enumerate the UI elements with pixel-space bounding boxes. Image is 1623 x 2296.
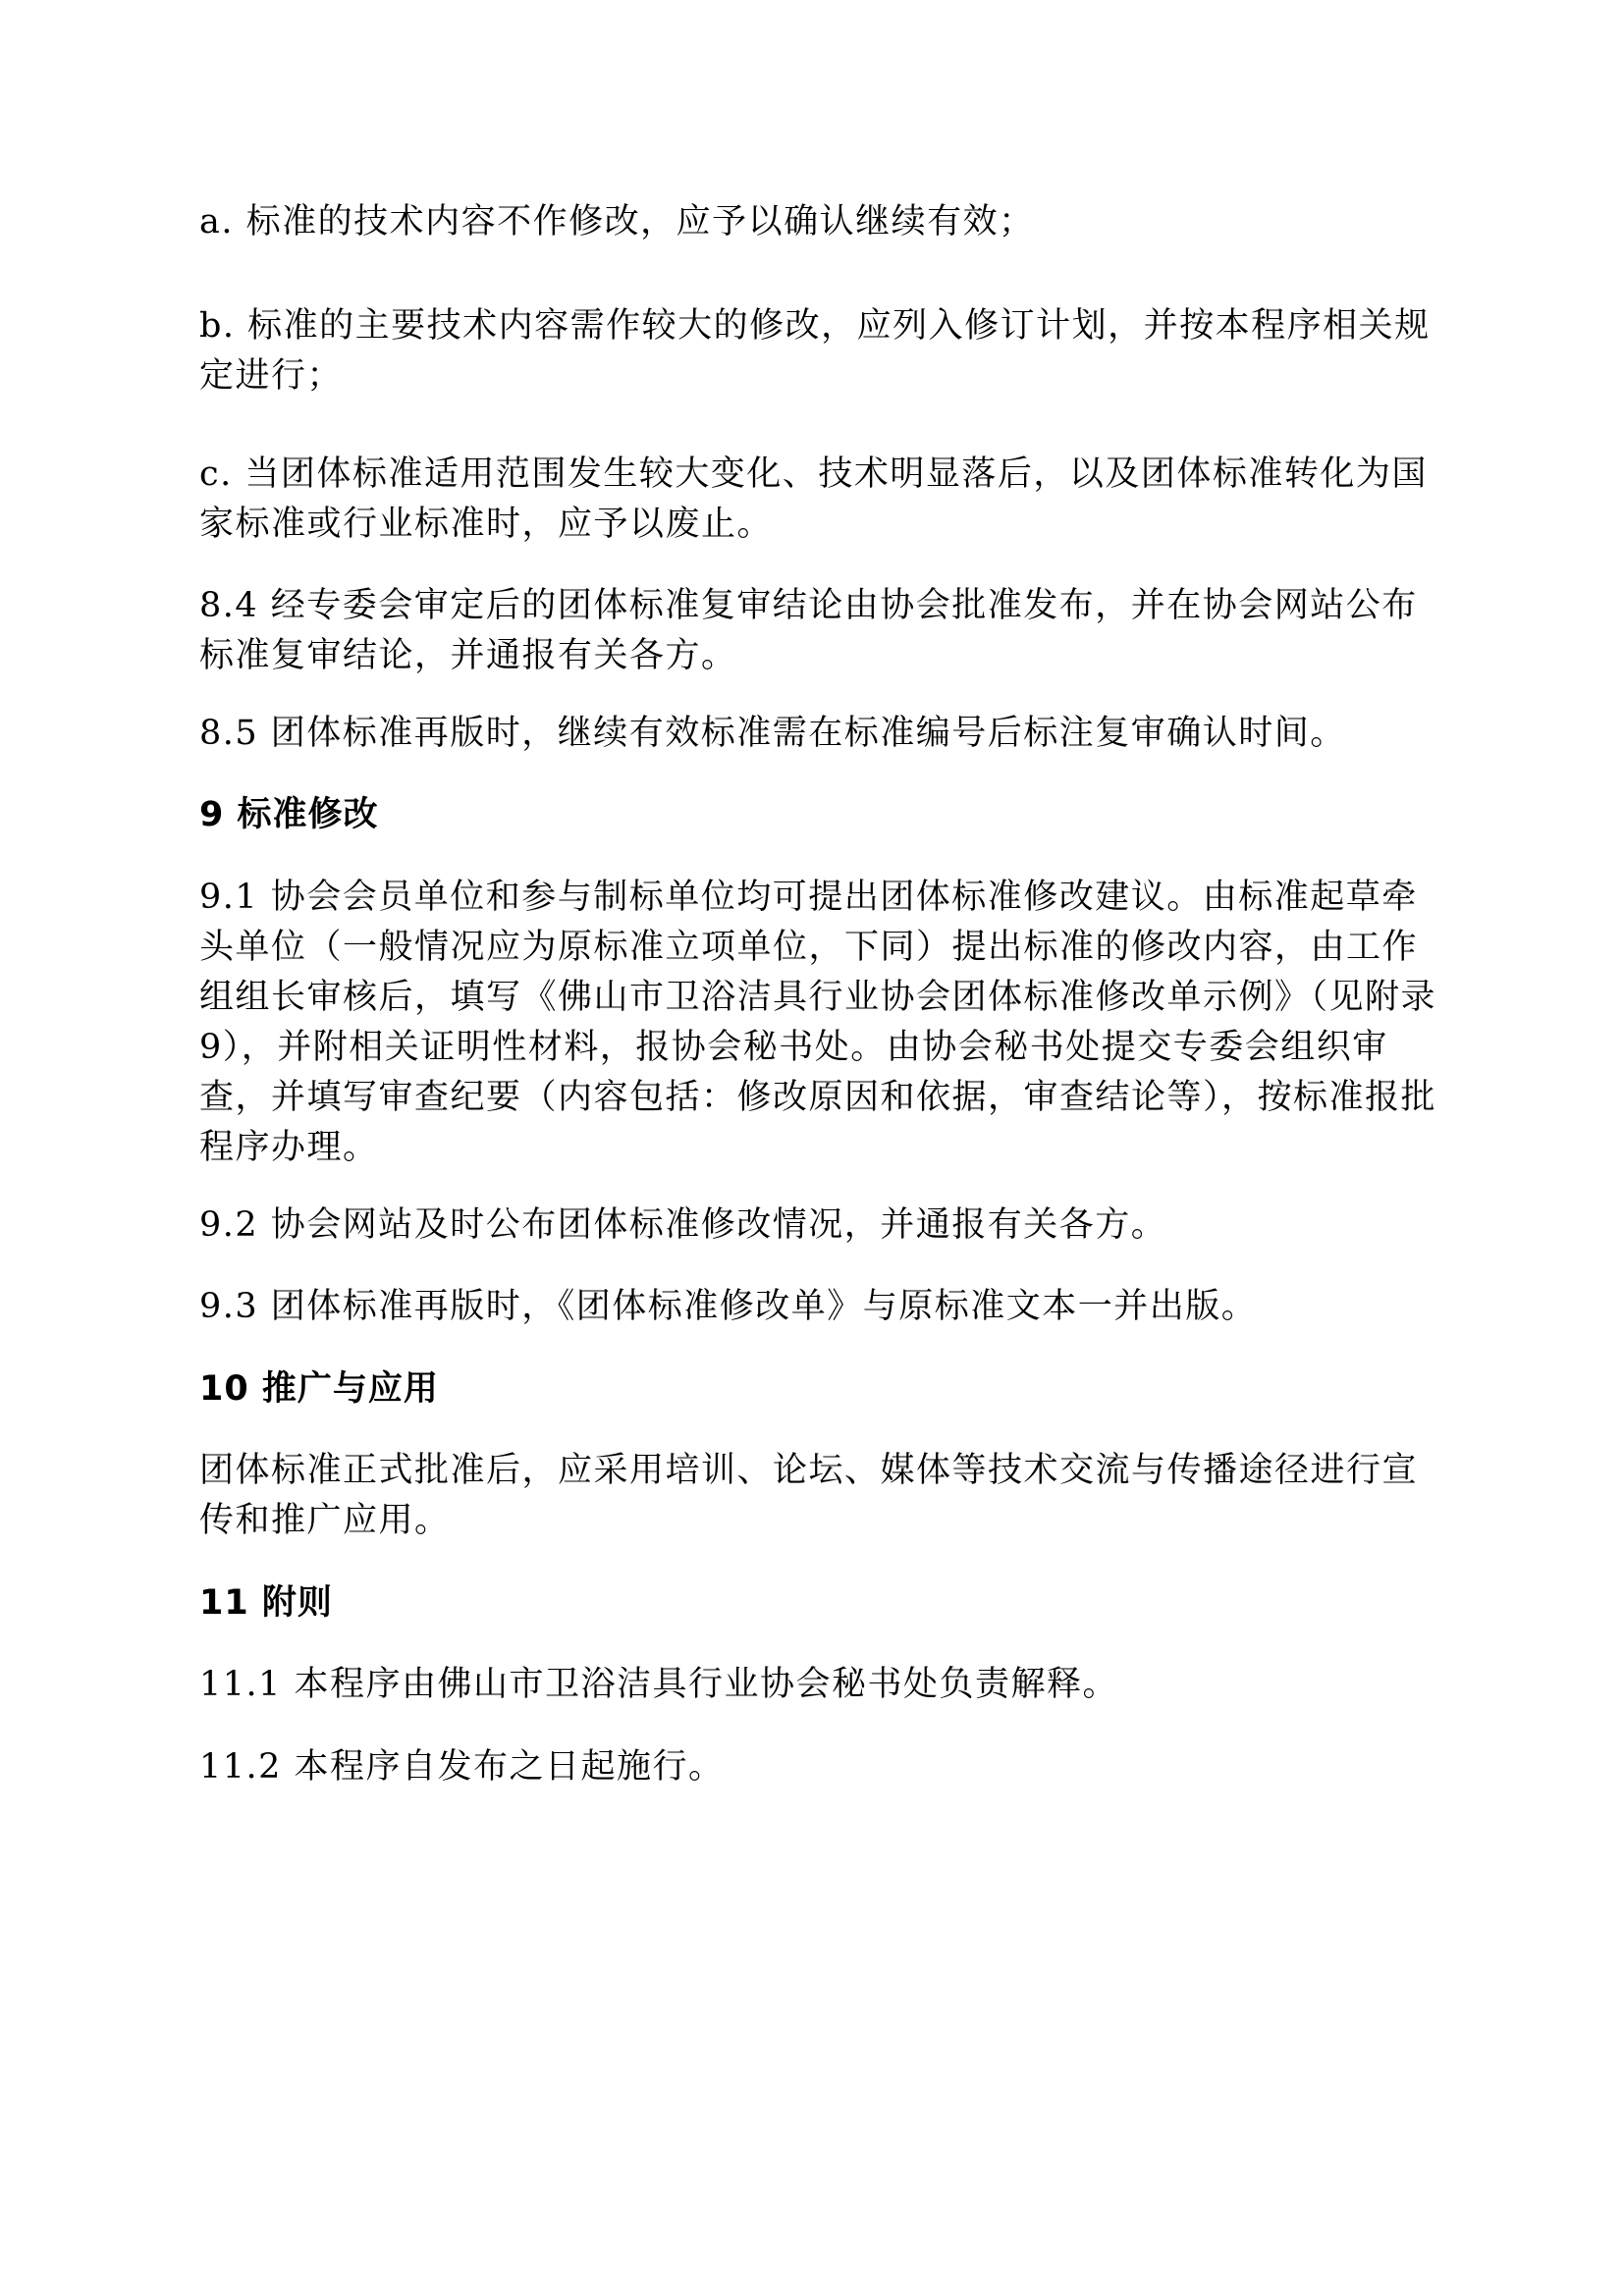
section-heading-11: 11 附则 xyxy=(199,1583,333,1623)
clause-9-3: 9.3 团体标准再版时，《团体标准修改单》与原标准文本一并出版。 xyxy=(199,1287,1258,1326)
list-item-b: b. 标准的主要技术内容需作较大的修改，应列入修订计划，并按本程序相关规定进行； xyxy=(199,306,1431,396)
section-heading-10: 10 推广与应用 xyxy=(199,1369,439,1409)
clause-9-1: 9.1 协会会员单位和参与制标单位均可提出团体标准修改建议。由标准起草牵头单位（一般情况应为原标准立项单位，下同）提出标准的修改内容，由工作组组长审核后，填写《佛山市卫浴洁具行业协会团体标准修改单示例》（见附录9），并附相关证明性材料，报协会秘书处。由协会秘书处提交专委会组织审查，并填写审查纪要（内容包括：修改原因和依据，审查结论等），按标准报批程序办理。 xyxy=(199,878,1437,1167)
paragraph-10: 团体标准正式批准后，应采用培训、论坛、媒体等技术交流与传播途径进行宣传和推广应用。 xyxy=(199,1451,1419,1540)
clause-9-2: 9.2 协会网站及时公布团体标准修改情况，并通报有关各方。 xyxy=(199,1205,1167,1245)
clause-8-5: 8.5 团体标准再版时，继续有效标准需在标准编号后标注复审确认时间。 xyxy=(199,714,1346,753)
clause-11-1: 11.1 本程序由佛山市卫浴洁具行业协会秘书处负责解释。 xyxy=(199,1665,1119,1704)
clause-11-2: 11.2 本程序自发布之日起施行。 xyxy=(199,1747,725,1787)
section-heading-9: 9 标准修改 xyxy=(199,795,379,834)
clause-8-4: 8.4 经专委会审定后的团体标准复审结论由协会批准发布，并在协会网站公布标准复审结论，并通报有关各方。 xyxy=(199,586,1418,675)
list-item-c: c. 当团体标准适用范围发生较大变化、技术明显落后，以及团体标准转化为国家标准或行业标准时，应予以废止。 xyxy=(199,454,1428,544)
list-item-a: a. 标准的技术内容不作修改，应予以确认继续有效； xyxy=(199,202,1035,241)
